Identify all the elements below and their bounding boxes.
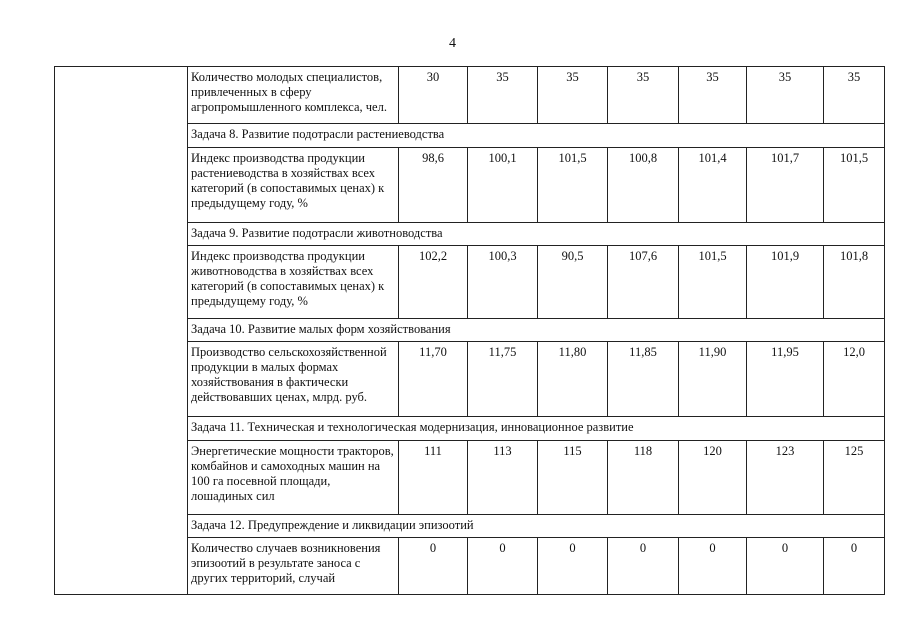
value-cell: 0 bbox=[538, 538, 608, 595]
task-heading: Задача 9. Развитие подотрасли животноводства bbox=[188, 223, 885, 246]
value-cell: 123 bbox=[747, 441, 824, 515]
indicator-label: Энергетические мощности тракторов, комбайнов и самоходных машин на 100 га посевной площади, лошадиных сил bbox=[188, 441, 399, 515]
value-cell: 111 bbox=[399, 441, 468, 515]
value-cell: 100,3 bbox=[468, 246, 538, 319]
value-cell: 125 bbox=[824, 441, 885, 515]
task-heading: Задача 10. Развитие малых форм хозяйствования bbox=[188, 319, 885, 342]
blank-column-cell bbox=[55, 67, 188, 595]
value-cell: 118 bbox=[608, 441, 679, 515]
value-cell: 35 bbox=[608, 67, 679, 124]
value-cell: 107,6 bbox=[608, 246, 679, 319]
value-cell: 30 bbox=[399, 67, 468, 124]
table-body bbox=[55, 67, 885, 595]
task-heading: Задача 12. Предупреждение и ликвидации эпизоотий bbox=[188, 515, 885, 538]
value-cell: 101,5 bbox=[824, 148, 885, 223]
value-cell: 0 bbox=[608, 538, 679, 595]
value-cell: 11,75 bbox=[468, 342, 538, 417]
value-cell: 35 bbox=[679, 67, 747, 124]
value-cell: 0 bbox=[679, 538, 747, 595]
value-cell: 0 bbox=[468, 538, 538, 595]
value-cell: 101,5 bbox=[679, 246, 747, 319]
value-cell: 0 bbox=[747, 538, 824, 595]
value-cell: 100,1 bbox=[468, 148, 538, 223]
value-cell: 115 bbox=[538, 441, 608, 515]
value-cell: 11,70 bbox=[399, 342, 468, 417]
value-cell: 113 bbox=[468, 441, 538, 515]
value-cell: 0 bbox=[399, 538, 468, 595]
value-cell: 35 bbox=[824, 67, 885, 124]
value-cell: 120 bbox=[679, 441, 747, 515]
value-cell: 35 bbox=[747, 67, 824, 124]
value-cell: 101,9 bbox=[747, 246, 824, 319]
indicators-table bbox=[54, 66, 885, 595]
value-cell: 90,5 bbox=[538, 246, 608, 319]
value-cell: 11,90 bbox=[679, 342, 747, 417]
value-cell: 11,85 bbox=[608, 342, 679, 417]
task-heading: Задача 11. Техническая и технологическая модернизация, инновационное развитие bbox=[188, 417, 885, 441]
value-cell: 11,80 bbox=[538, 342, 608, 417]
task-heading: Задача 8. Развитие подотрасли растениеводства bbox=[188, 124, 885, 148]
table-row bbox=[55, 67, 885, 124]
indicator-label: Количество молодых специалистов, привлеченных в сферу агропромышленного комплекса, чел. bbox=[188, 67, 399, 124]
value-cell: 102,2 bbox=[399, 246, 468, 319]
indicator-label: Производство сельскохозяйственной продукции в малых формах хозяйствования в фактически действовавших ценах, млрд. руб. bbox=[188, 342, 399, 417]
value-cell: 101,8 bbox=[824, 246, 885, 319]
value-cell: 12,0 bbox=[824, 342, 885, 417]
indicator-label: Индекс производства продукции животноводства в хозяйствах всех категорий (в сопоставимых ценах) к предыдущему году, % bbox=[188, 246, 399, 319]
value-cell: 100,8 bbox=[608, 148, 679, 223]
value-cell: 101,5 bbox=[538, 148, 608, 223]
page-number: 4 bbox=[449, 36, 456, 51]
value-cell: 35 bbox=[538, 67, 608, 124]
value-cell: 98,6 bbox=[399, 148, 468, 223]
value-cell: 35 bbox=[468, 67, 538, 124]
value-cell: 11,95 bbox=[747, 342, 824, 417]
value-cell: 101,7 bbox=[747, 148, 824, 223]
value-cell: 0 bbox=[824, 538, 885, 595]
indicator-label: Индекс производства продукции растениеводства в хозяйствах всех категорий (в сопоставимых ценах) к предыдущему году, % bbox=[188, 148, 399, 223]
value-cell: 101,4 bbox=[679, 148, 747, 223]
indicator-label: Количество случаев возникновения эпизоотий в результате заноса с других территорий, случай bbox=[188, 538, 399, 595]
